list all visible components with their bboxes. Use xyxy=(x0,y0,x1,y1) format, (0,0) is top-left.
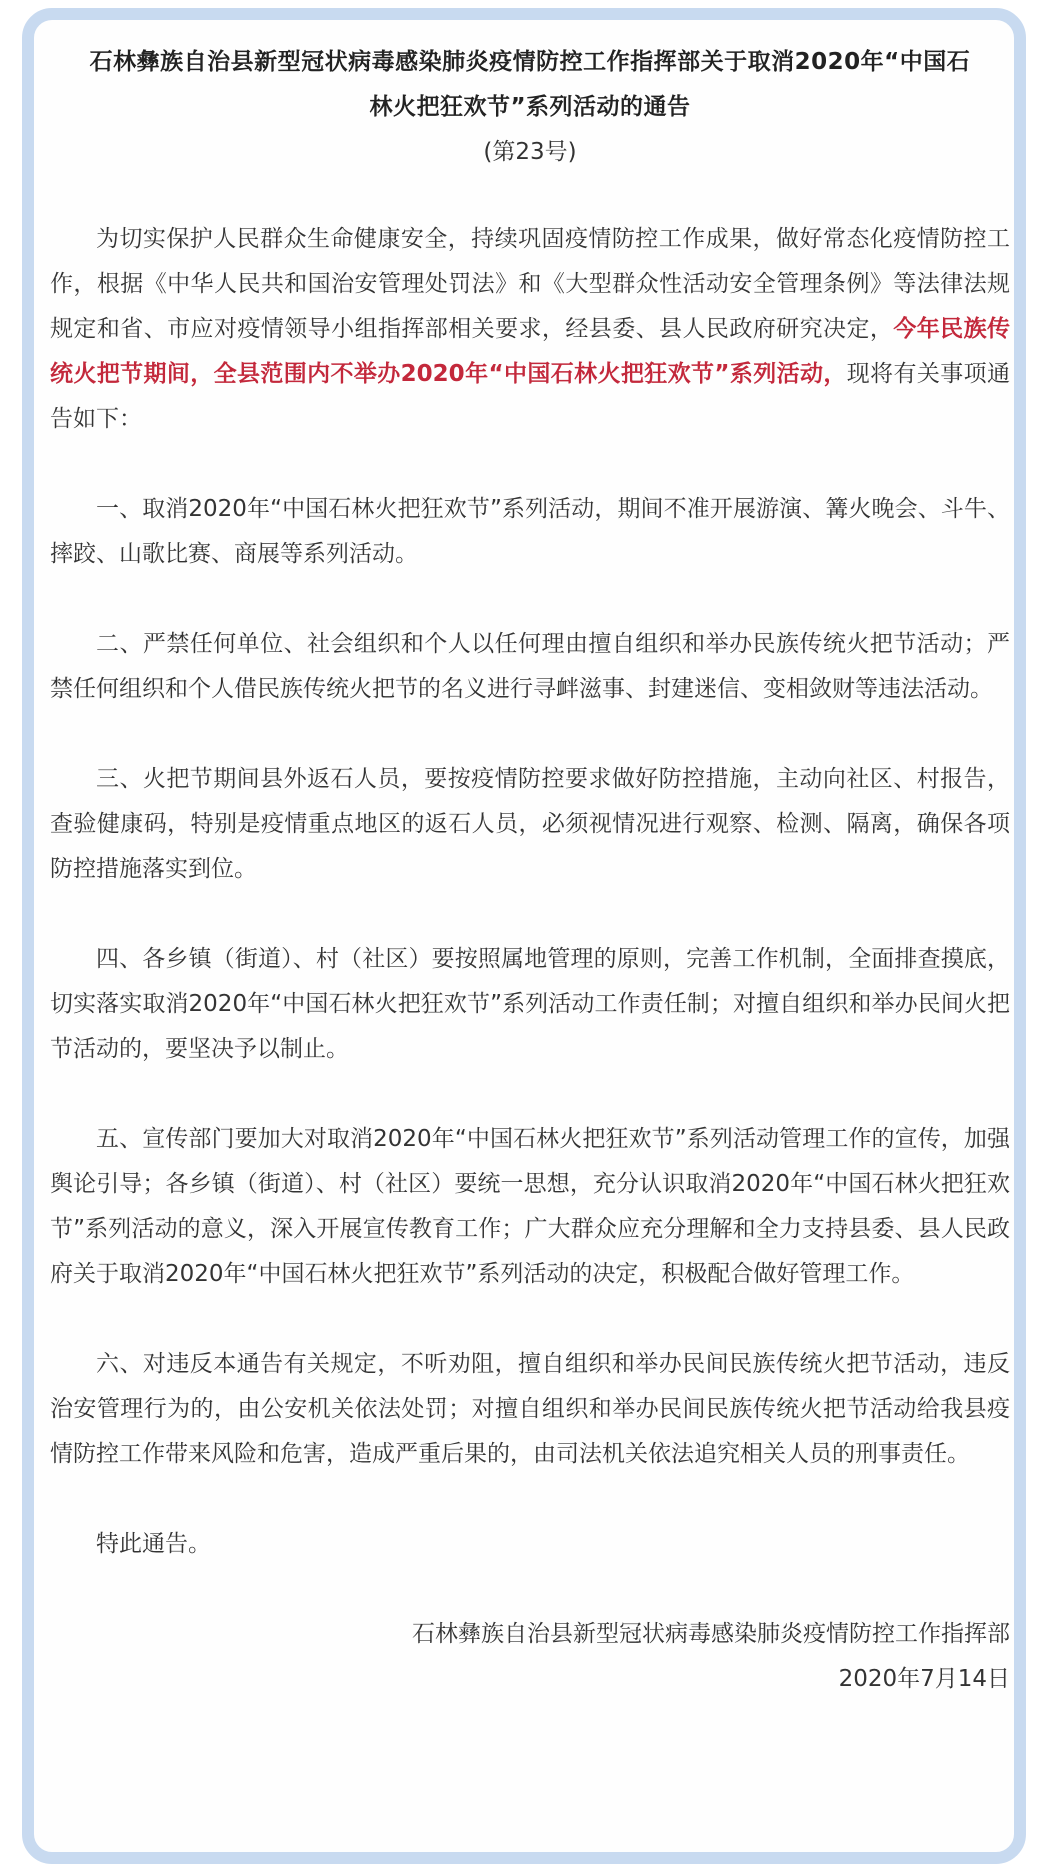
notice-title-line2: 林火把狂欢节”系列活动的通告 xyxy=(369,94,691,120)
item-paragraph-2: 二、严禁任何单位、社会组织和个人以任何理由擅自组织和举办民族传统火把节活动；严禁任何组织和个人借民族传统火把节的名义进行寻衅滋事、封建迷信、变相敛财等违法活动。 xyxy=(50,631,1010,702)
intro-text: 为切实保护人民群众生命健康安全，持续巩固疫情防控工作成果，做好常态化疫情防控工作，根据《中华人民共和国治安管理处罚法》和《大型群众性活动安全管理条例》等法律法规规定和省、市应对疫情领导小组指挥部相关要求，经县委、县人民政府研究决定， xyxy=(50,226,1010,342)
item-paragraph-6: 六、对违反本通告有关规定，不听劝阻，擅自组织和举办民间民族传统火把节活动，违反治安管理行为的，由公安机关依法处罚；对擅自组织和举办民间民族传统火把节活动给我县疫情防控工作带来风险和危害，造成严重后果的，由司法机关依法追究相关人员的刑事责任。 xyxy=(50,1351,1010,1467)
issue-date: 2020年7月14日 xyxy=(838,1666,1010,1692)
closing-text: 特此通告。 xyxy=(96,1531,211,1557)
issuer-name: 石林彝族自治县新型冠状病毒感染肺炎疫情防控工作指挥部 xyxy=(412,1621,1010,1647)
intro-highlight: 今年民族传统火把节期间，全县范围内不举办2020年“中国石林火把狂欢节”系列活动， xyxy=(50,316,1011,387)
notice-title xyxy=(50,40,1010,130)
notice-document xyxy=(50,26,1010,1702)
item-paragraph-4: 四、各乡镇（街道）、村（社区）要按照属地管理的原则，完善工作机制，全面排查摸底，切实落实取消2020年“中国石林火把狂欢节”系列活动工作责任制；对擅自组织和举办民间火把节活动的，要坚决予以制止。 xyxy=(50,946,1010,1062)
item-paragraph-3: 三、火把节期间县外返石人员，要按疫情防控要求做好防控措施，主动向社区、村报告，查验健康码，特别是疫情重点地区的返石人员，必须视情况进行观察、检测、隔离，确保各项防控措施落实到位。 xyxy=(50,766,1010,882)
intro-paragraph xyxy=(50,217,1010,442)
notice-title-line1: 石林彝族自治县新型冠状病毒感染肺炎疫情防控工作指挥部关于取消2020年“中国石 xyxy=(89,49,971,75)
item-paragraph-1: 一、取消2020年“中国石林火把狂欢节”系列活动，期间不准开展游演、篝火晚会、斗牛、摔跤、山歌比赛、商展等系列活动。 xyxy=(50,496,1010,567)
notice-number: (第23号) xyxy=(483,139,577,165)
item-paragraph-5: 五、宣传部门要加大对取消2020年“中国石林火把狂欢节”系列活动管理工作的宣传，加强舆论引导；各乡镇（街道）、村（社区）要统一思想，充分认识取消2020年“中国石林火把狂欢节”系列活动的意义，深入开展宣传教育工作；广大群众应充分理解和全力支持县委、县人民政府关于取消2020年“中国石林火把狂欢节”系列活动的决定，积极配合做好管理工作。 xyxy=(50,1126,1010,1287)
intro-text-end: 现将有关事项通告如下： xyxy=(50,361,1011,432)
